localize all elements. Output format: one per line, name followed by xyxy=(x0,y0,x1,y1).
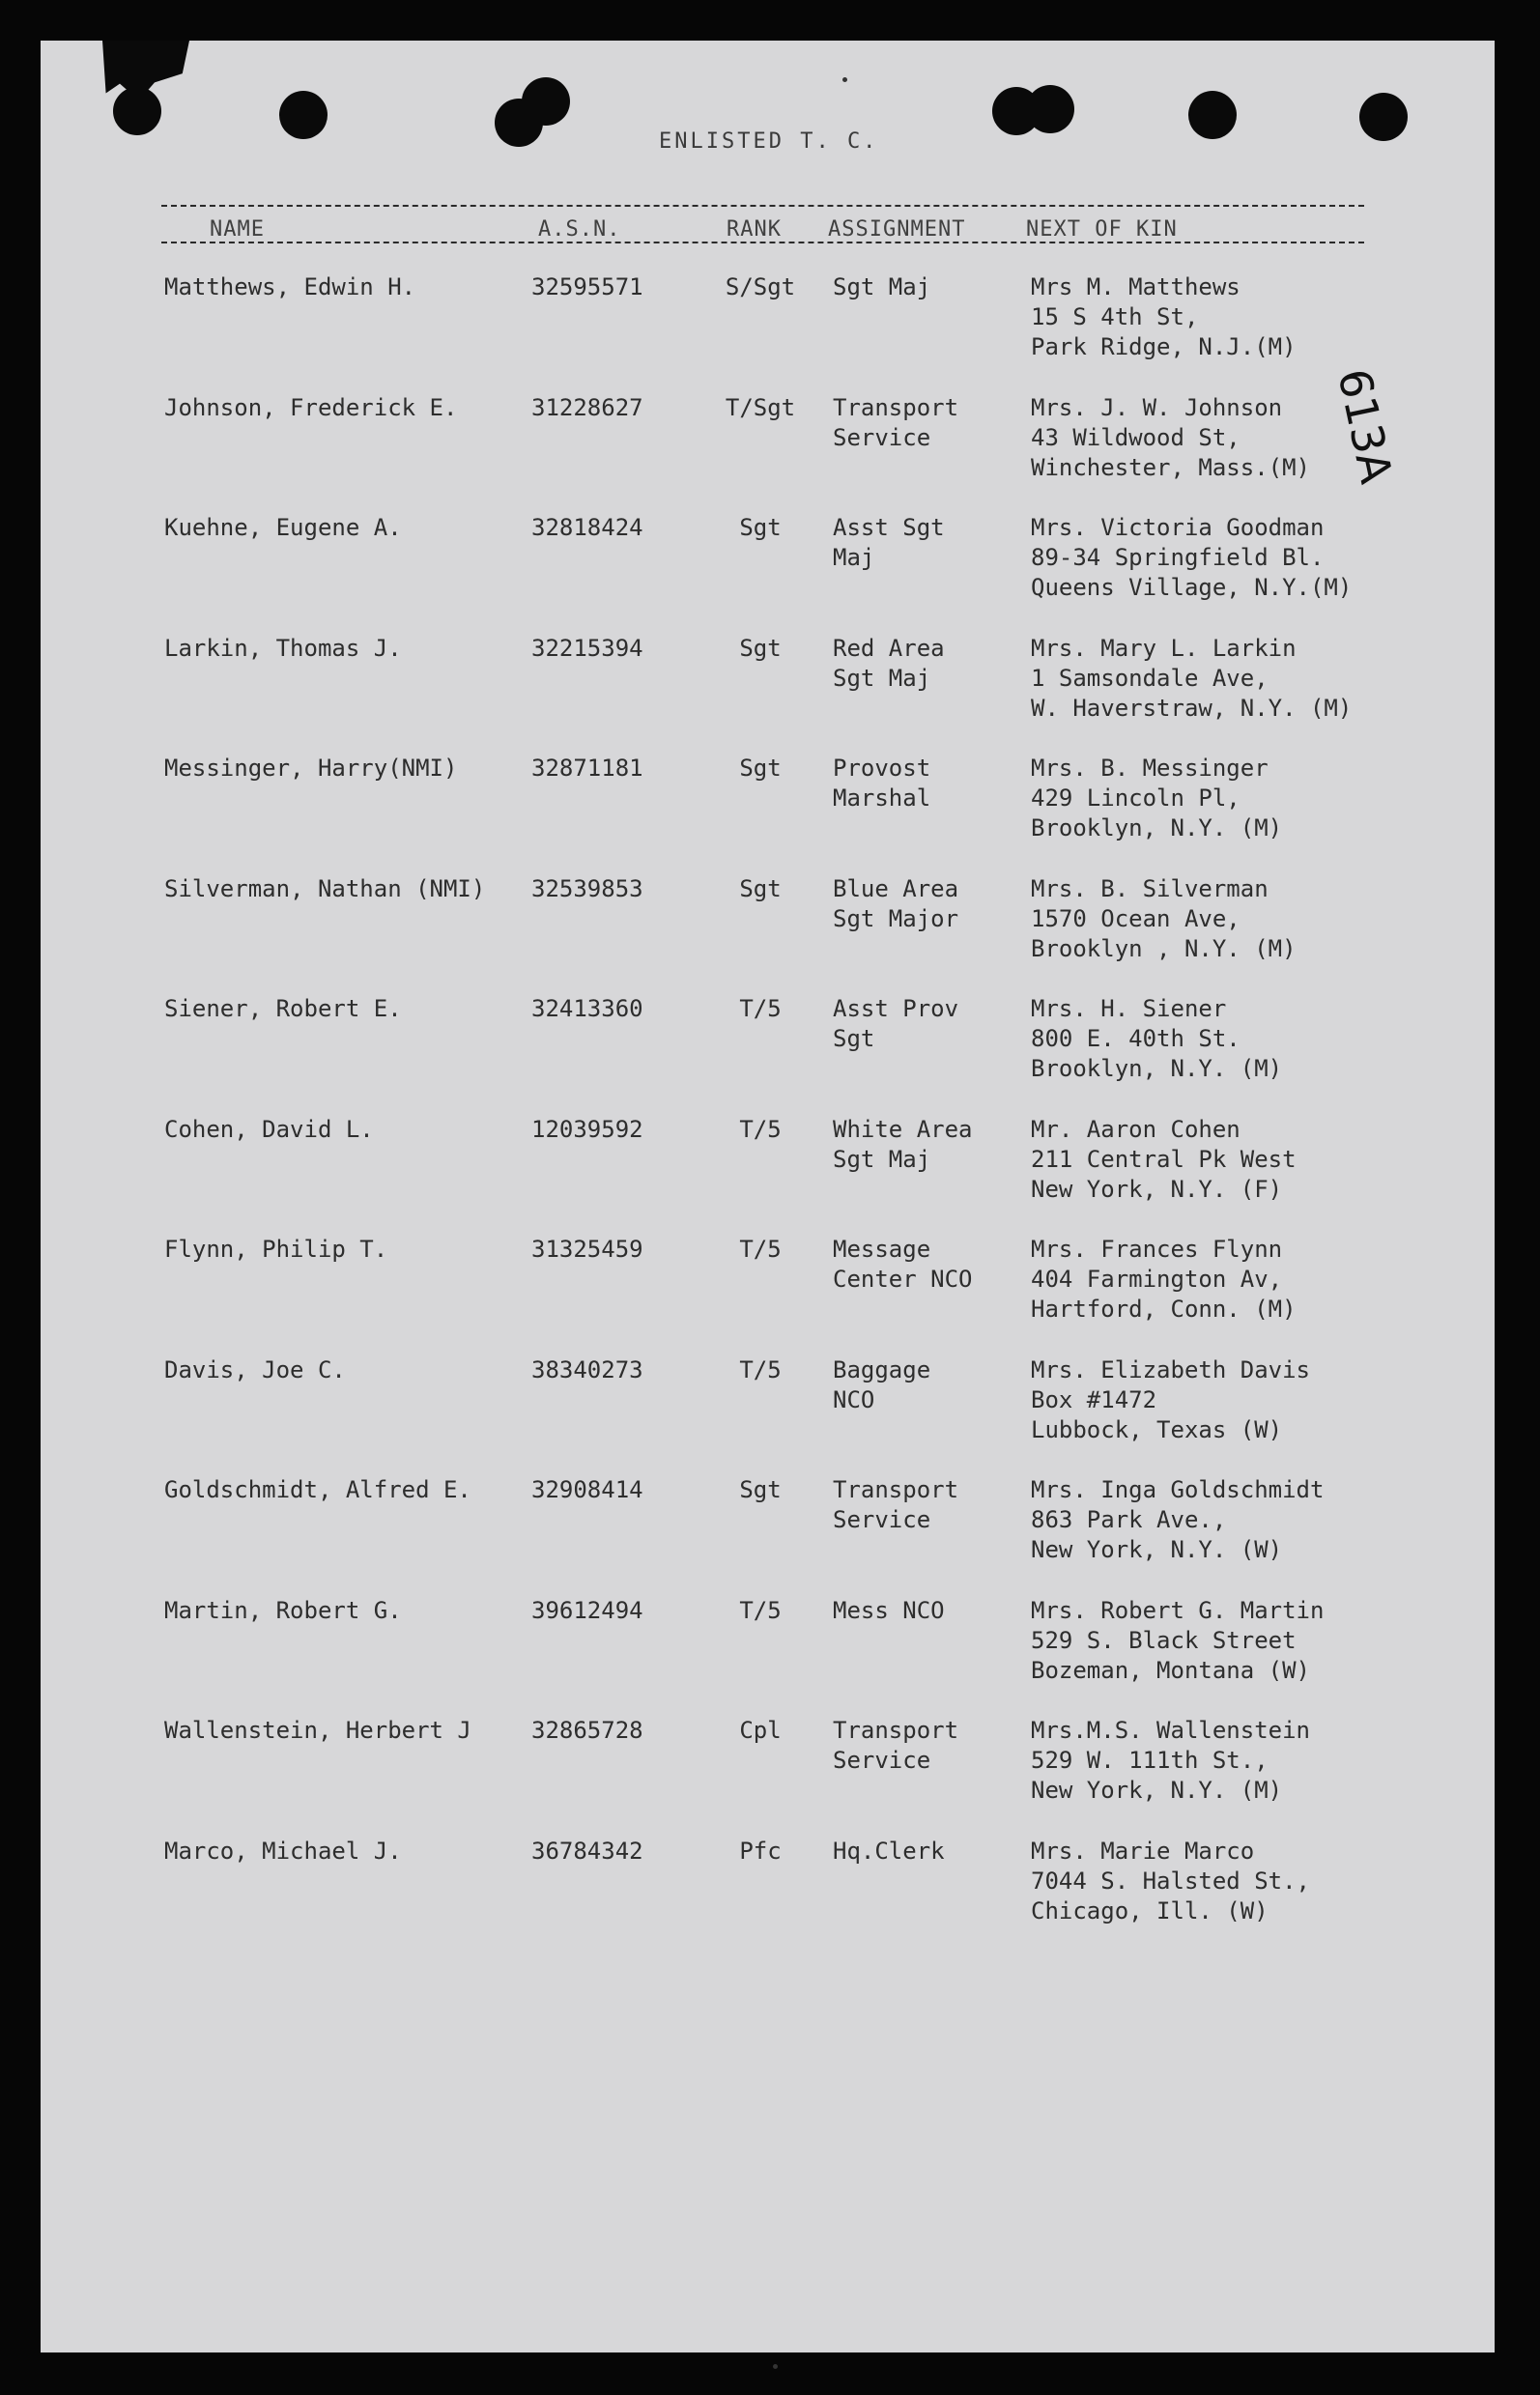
soldier-name: Silverman, Nathan (NMI) xyxy=(164,874,486,902)
header-serial: A.S.N. xyxy=(538,217,621,242)
document-page xyxy=(41,41,1495,2352)
next-of-kin xyxy=(1031,1475,1437,1565)
table-row xyxy=(41,1837,1495,1943)
assignment xyxy=(833,1716,1007,1776)
page-title: ENLISTED T. C. xyxy=(659,129,879,154)
serial-number: 32413360 xyxy=(531,995,643,1022)
assignment-line-1: White Area xyxy=(833,1115,973,1143)
assignment-line-1: Asst Sgt xyxy=(833,514,945,541)
assignment-line-2: Center NCO xyxy=(833,1266,973,1293)
kin-line-1: Mrs. Mary L. Larkin xyxy=(1031,634,1297,662)
header-rule-top xyxy=(161,205,1364,207)
kin-line-1: Mrs. B. Silverman xyxy=(1031,874,1269,902)
rank: T/5 xyxy=(739,1115,782,1143)
table-row xyxy=(41,1716,1495,1822)
soldier-name: Goldschmidt, Alfred E. xyxy=(164,1476,471,1503)
assignment-line-1: Hq.Clerk xyxy=(833,1837,945,1865)
kin-line-2: 1 Samsondale Ave, xyxy=(1031,664,1269,692)
rank: Sgt xyxy=(739,1476,782,1503)
serial-number: 32871181 xyxy=(531,755,643,782)
kin-line-3: Hartford, Conn. (M) xyxy=(1031,1296,1297,1323)
soldier-name: Cohen, David L. xyxy=(164,1115,374,1143)
rank: T/5 xyxy=(739,1355,782,1383)
assignment-line-1: Transport xyxy=(833,393,959,421)
assignment-line-2: Maj xyxy=(833,544,875,571)
soldier-name: Johnson, Frederick E. xyxy=(164,393,458,421)
next-of-kin xyxy=(1031,1115,1437,1205)
assignment xyxy=(833,754,1007,813)
assignment-line-1: Red Area xyxy=(833,634,945,662)
assignment xyxy=(833,513,1007,573)
kin-line-3: Chicago, Ill. (W) xyxy=(1031,1896,1269,1925)
kin-line-2: 404 Farmington Av, xyxy=(1031,1266,1283,1293)
rank: T/5 xyxy=(739,1236,782,1263)
table-row xyxy=(41,634,1495,740)
table-row xyxy=(41,393,1495,499)
rank: Sgt xyxy=(739,874,782,902)
kin-line-2: 429 Lincoln Pl, xyxy=(1031,784,1241,812)
kin-line-1: Mrs. Frances Flynn xyxy=(1031,1236,1283,1263)
assignment xyxy=(833,1355,1007,1415)
kin-line-3: Bozeman, Montana (W) xyxy=(1031,1656,1310,1684)
table-row xyxy=(41,272,1495,379)
table-row xyxy=(41,1596,1495,1702)
kin-line-3: New York, N.Y. (F) xyxy=(1031,1175,1283,1203)
kin-line-3: Lubbock, Texas (W) xyxy=(1031,1415,1283,1443)
assignment xyxy=(833,1115,1007,1175)
kin-line-2: 7044 S. Halsted St., xyxy=(1031,1867,1310,1895)
kin-line-2: 89-34 Springfield Bl. xyxy=(1031,544,1325,571)
kin-line-1: Mrs.M.S. Wallenstein xyxy=(1031,1717,1310,1744)
kin-line-2: 15 S 4th St, xyxy=(1031,303,1199,330)
serial-number: 32595571 xyxy=(531,273,643,300)
rank: S/Sgt xyxy=(725,273,796,300)
kin-line-2: Box #1472 xyxy=(1031,1385,1157,1413)
punch-hole-6 xyxy=(1026,85,1074,133)
header-assignment: ASSIGNMENT xyxy=(828,217,966,242)
next-of-kin xyxy=(1031,1716,1437,1806)
next-of-kin xyxy=(1031,393,1437,483)
assignment xyxy=(833,634,1007,694)
table-row xyxy=(41,874,1495,981)
kin-line-1: Mrs. Robert G. Martin xyxy=(1031,1596,1325,1624)
kin-line-3: Park Ridge, N.J.(M) xyxy=(1031,333,1297,360)
soldier-name: Kuehne, Eugene A. xyxy=(164,514,402,541)
soldier-name: Larkin, Thomas J. xyxy=(164,634,402,662)
table-row xyxy=(41,1115,1495,1221)
header-kin: NEXT OF KIN xyxy=(1026,217,1178,242)
kin-line-3: W. Haverstraw, N.Y. (M) xyxy=(1031,694,1353,722)
punch-hole-2 xyxy=(279,91,328,139)
kin-line-2: 43 Wildwood St, xyxy=(1031,423,1241,451)
next-of-kin xyxy=(1031,1235,1437,1325)
assignment-line-1: Transport xyxy=(833,1476,959,1503)
serial-number: 32818424 xyxy=(531,514,643,541)
assignment-line-1: Provost xyxy=(833,755,931,782)
handwritten-page-number: 613A xyxy=(1327,364,1403,488)
assignment-line-2: NCO xyxy=(833,1385,875,1413)
header-rank: RANK xyxy=(727,217,782,242)
rank: T/5 xyxy=(739,995,782,1022)
kin-line-3: New York, N.Y. (W) xyxy=(1031,1536,1283,1563)
punch-hole-4 xyxy=(522,77,570,126)
assignment xyxy=(833,1596,1007,1626)
assignment-line-1: Message xyxy=(833,1236,931,1263)
kin-line-3: Brooklyn, N.Y. (M) xyxy=(1031,1055,1283,1082)
speck xyxy=(842,77,847,82)
next-of-kin xyxy=(1031,1355,1437,1445)
kin-line-1: Mrs. B. Messinger xyxy=(1031,755,1269,782)
rank: Pfc xyxy=(739,1837,782,1865)
table-row xyxy=(41,1235,1495,1341)
header-name: NAME xyxy=(210,217,265,242)
serial-number: 12039592 xyxy=(531,1115,643,1143)
assignment-line-1: Transport xyxy=(833,1717,959,1744)
serial-number: 32539853 xyxy=(531,874,643,902)
kin-line-3: New York, N.Y. (M) xyxy=(1031,1777,1283,1804)
assignment xyxy=(833,272,1007,302)
next-of-kin xyxy=(1031,1837,1437,1926)
kin-line-3: Brooklyn , N.Y. (M) xyxy=(1031,934,1297,962)
assignment xyxy=(833,994,1007,1054)
rank: Sgt xyxy=(739,634,782,662)
kin-line-2: 529 W. 111th St., xyxy=(1031,1747,1269,1774)
assignment xyxy=(833,1837,1007,1867)
kin-line-3: Brooklyn, N.Y. (M) xyxy=(1031,814,1283,841)
kin-line-1: Mrs. Inga Goldschmidt xyxy=(1031,1476,1325,1503)
serial-number: 32215394 xyxy=(531,634,643,662)
soldier-name: Flynn, Philip T. xyxy=(164,1236,388,1263)
soldier-name: Martin, Robert G. xyxy=(164,1596,402,1624)
next-of-kin xyxy=(1031,513,1437,603)
kin-line-2: 211 Central Pk West xyxy=(1031,1145,1297,1173)
table-row xyxy=(41,1475,1495,1582)
assignment-line-2: Sgt Maj xyxy=(833,1145,931,1173)
rank: Sgt xyxy=(739,514,782,541)
kin-line-2: 800 E. 40th St. xyxy=(1031,1025,1241,1052)
assignment-line-1: Blue Area xyxy=(833,874,959,902)
serial-number: 31228627 xyxy=(531,393,643,421)
assignment-line-2: Service xyxy=(833,1747,931,1774)
serial-number: 36784342 xyxy=(531,1837,643,1865)
soldier-name: Messinger, Harry(NMI) xyxy=(164,755,458,782)
serial-number: 38340273 xyxy=(531,1355,643,1383)
assignment-line-2: Marshal xyxy=(833,784,931,812)
kin-line-1: Mrs M. Matthews xyxy=(1031,273,1241,300)
assignment-line-2: Sgt Maj xyxy=(833,664,931,692)
kin-line-2: 1570 Ocean Ave, xyxy=(1031,904,1241,932)
speck xyxy=(773,2364,778,2369)
assignment-line-1: Baggage xyxy=(833,1355,931,1383)
soldier-name: Davis, Joe C. xyxy=(164,1355,346,1383)
assignment-line-2: Sgt xyxy=(833,1025,875,1052)
next-of-kin xyxy=(1031,994,1437,1084)
header-rule-bottom xyxy=(161,242,1364,243)
kin-line-2: 529 S. Black Street xyxy=(1031,1626,1297,1654)
rank: Cpl xyxy=(739,1717,782,1744)
assignment xyxy=(833,393,1007,453)
kin-line-1: Mr. Aaron Cohen xyxy=(1031,1115,1241,1143)
punch-hole-1 xyxy=(113,87,161,135)
assignment-line-1: Sgt Maj xyxy=(833,273,931,300)
kin-line-3: Queens Village, N.Y.(M) xyxy=(1031,574,1353,601)
kin-line-1: Mrs. Marie Marco xyxy=(1031,1837,1255,1865)
table-row xyxy=(41,994,1495,1100)
serial-number: 31325459 xyxy=(531,1236,643,1263)
next-of-kin xyxy=(1031,754,1437,843)
assignment-line-2: Service xyxy=(833,423,931,451)
serial-number: 32908414 xyxy=(531,1476,643,1503)
table-row xyxy=(41,1355,1495,1462)
soldier-name: Marco, Michael J. xyxy=(164,1837,402,1865)
soldier-name: Wallenstein, Herbert J xyxy=(164,1717,471,1744)
rank: Sgt xyxy=(739,755,782,782)
assignment-line-2: Service xyxy=(833,1506,931,1533)
rank: T/Sgt xyxy=(725,393,796,421)
assignment-line-1: Asst Prov xyxy=(833,995,959,1022)
soldier-name: Matthews, Edwin H. xyxy=(164,273,416,300)
next-of-kin xyxy=(1031,874,1437,964)
kin-line-1: Mrs. H. Siener xyxy=(1031,995,1227,1022)
assignment xyxy=(833,1475,1007,1535)
table-row xyxy=(41,754,1495,860)
punch-hole-7 xyxy=(1188,91,1237,139)
kin-line-3: Winchester, Mass.(M) xyxy=(1031,453,1310,481)
assignment-line-2: Sgt Major xyxy=(833,904,959,932)
kin-line-2: 863 Park Ave., xyxy=(1031,1506,1227,1533)
soldier-name: Siener, Robert E. xyxy=(164,995,402,1022)
serial-number: 39612494 xyxy=(531,1596,643,1624)
next-of-kin xyxy=(1031,272,1437,362)
table-row xyxy=(41,513,1495,619)
rank: T/5 xyxy=(739,1596,782,1624)
next-of-kin xyxy=(1031,1596,1437,1686)
kin-line-1: Mrs. Victoria Goodman xyxy=(1031,514,1325,541)
next-of-kin xyxy=(1031,634,1437,724)
kin-line-1: Mrs. Elizabeth Davis xyxy=(1031,1355,1310,1383)
punch-hole-8 xyxy=(1359,93,1408,141)
kin-line-1: Mrs. J. W. Johnson xyxy=(1031,393,1283,421)
assignment xyxy=(833,874,1007,934)
assignment xyxy=(833,1235,1007,1295)
assignment-line-1: Mess NCO xyxy=(833,1596,945,1624)
serial-number: 32865728 xyxy=(531,1717,643,1744)
